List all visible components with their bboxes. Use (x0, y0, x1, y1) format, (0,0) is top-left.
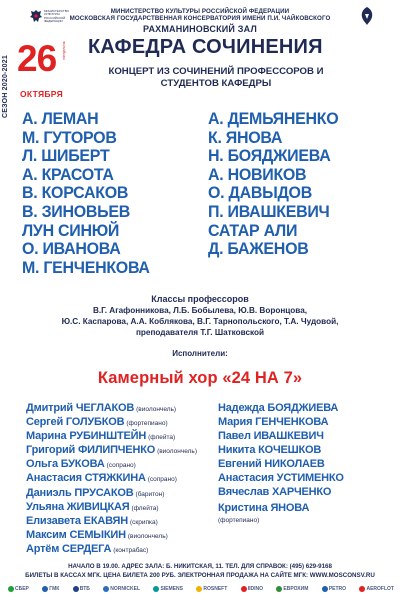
composer-name: В. КОРСАКОВ (22, 183, 129, 203)
sponsor-name: СБЕР (15, 586, 29, 592)
sponsor-mark-icon (322, 586, 328, 592)
composer-name: ЛУН СИНЮЙ (22, 220, 120, 240)
sponsor-mark-icon (276, 586, 282, 592)
soloist-item (26, 400, 197, 414)
footer-venue-info: НАЧАЛО В 19.00. АДРЕС ЗАЛА: Б. НИКИТСКАЯ, 11. ТЕЛ. ДЛЯ СПРАВОК: (495) 629-9168 (68, 563, 332, 570)
soloist-instrument: (сопрано) (147, 476, 177, 484)
soloists-list-right (218, 400, 344, 524)
soloist-name: Кристина ЯНОВА (218, 502, 310, 514)
soloist-item (26, 499, 197, 513)
soloist-name: Дмитрий ЧЕГЛАКОВ (26, 402, 135, 414)
soloist-name: Ольга БУКОВА (26, 458, 105, 471)
composer-name: К. ЯНОВА (208, 127, 283, 147)
soloist-name: Артём СЕРДЕГА (26, 542, 112, 555)
soloist-instrument: (флейта) (148, 434, 176, 442)
soloist-item (218, 400, 344, 414)
soloist-name: Евгений НИКОЛАЕВ (218, 458, 325, 470)
sponsor-logo (359, 586, 394, 592)
soloist-item (26, 456, 197, 470)
sponsor-name: NORNICKEL (110, 586, 141, 592)
sponsor-logo (153, 586, 183, 592)
concert-subtitle: КОНЦЕРТ ИЗ СОЧИНЕНИЙ ПРОФЕССОРОВ И СТУДЕНТОВ КАФЕДРЫ (108, 66, 324, 89)
conservatory-heading: МОСКОВСКАЯ ГОСУДАРСТВЕННАЯ КОНСЕРВАТОРИЯ ИМЕНИ П.И. ЧАЙКОВСКОГО (69, 15, 331, 22)
composer-name: А. КРАСОТА (22, 164, 114, 184)
composer-name: М. ГЕНЧЕНКОВА (22, 257, 150, 277)
composer-name: П. ИВАШКЕВИЧ (208, 201, 330, 221)
composer-name: САТАР АЛИ (208, 220, 298, 240)
soloist-item (218, 484, 344, 498)
date-month: ОКТЯБРЯ (20, 89, 63, 99)
composers-list-right (208, 110, 347, 259)
soloist-name: Григорий ФИЛИПЧЕНКО (26, 444, 156, 457)
sponsor-logo (241, 586, 263, 592)
sponsor-logo (73, 586, 90, 592)
composer-name: А. ЛЕМАН (22, 109, 99, 128)
soloist-item (26, 541, 197, 555)
date-weekday: понедельник (62, 41, 66, 60)
soloist-item (26, 513, 197, 527)
composer-name: А. НОВИКОВ (208, 164, 307, 184)
soloist-name: Мария ГЕНЧЕНКОВА (218, 416, 329, 428)
composer-name: Л. ШИБЕРТ (22, 146, 110, 166)
date-day: 26 (17, 38, 57, 79)
soloist-instrument: (виолончель) (157, 448, 197, 456)
sponsor-mark-icon (42, 586, 48, 592)
soloist-name: Надежда БОЯДЖИЕВА (218, 402, 339, 414)
soloist-instrument: (флейта) (131, 504, 159, 512)
soloist-item (218, 414, 344, 428)
soloist-instrument: (сопрано) (106, 462, 136, 470)
sponsor-name: ROSNEFT (203, 586, 228, 592)
composer-name: Д. БАЖЕНОВ (208, 239, 309, 259)
soloist-instrument: (контрабас) (113, 546, 149, 554)
soloist-name: Елизавета ЕКАВЯН (26, 514, 128, 527)
soloist-name: Анастасия СТЯЖКИНА (26, 472, 146, 485)
soloist-name: Анастасия УСТИМЕНКО (218, 472, 344, 484)
sponsor-name: AEROFLOT (366, 586, 394, 592)
soloist-name: Никита КОЧЕШКОВ (218, 444, 322, 456)
performers-label: Исполнители: (172, 349, 228, 358)
soloist-item (26, 442, 197, 456)
soloist-name: Павел ИВАШКЕВИЧ (218, 430, 324, 442)
classes-line-1: В.Г. Агафонникова, Л.Б. Бобылева, Ю.В. Воронцова, (92, 306, 308, 315)
soloist-item (26, 428, 197, 442)
soloist-item (26, 470, 197, 484)
soloist-name: Максим СЕМЫКИН (26, 528, 126, 541)
soloist-instrument: (виолончель) (136, 406, 177, 413)
soloist-name: Даниэль ПРУСАКОВ (26, 486, 134, 499)
classes-line-3: преподавателя Т.Г. Шатковской (135, 328, 265, 338)
sponsor-name: SIEMENS (160, 586, 183, 592)
soloist-item (218, 498, 344, 524)
composer-name: В. ЗИНОВЬЕВ (22, 201, 131, 221)
soloist-item (218, 442, 344, 456)
soloist-instrument: (фортепиано) (218, 517, 260, 524)
hall-name: РАХМАНИНОВСКИЙ ЗАЛ (143, 24, 257, 34)
sponsor-logo (8, 586, 29, 592)
soloist-item (218, 428, 344, 442)
soloist-name: Вячеслав ХАРЧЕНКО (218, 486, 332, 498)
soloist-item (218, 470, 344, 484)
soloist-instrument: (фортепиано) (126, 420, 168, 428)
sponsor-mark-icon (196, 586, 202, 592)
conservatory-logo-icon (356, 5, 378, 27)
composers-list-left (22, 110, 158, 277)
emblem-caption: МИНИСТЕРСТВО КУЛЬТУРЫ РОССИЙСКОЙ ФЕДЕРАЦИИ (44, 9, 69, 23)
sponsor-mark-icon (153, 586, 159, 592)
soloist-item (26, 414, 197, 428)
sponsor-name: PETRO (328, 586, 347, 592)
composer-name: Н. БОЯДЖИЕВА (208, 146, 331, 166)
soloist-instrument: (баритон) (135, 490, 165, 498)
classes-block (0, 294, 400, 339)
sponsor-logos (8, 583, 394, 595)
ministry-heading: МИНИСТЕРСТВО КУЛЬТУРЫ РОССИЙСКОЙ ФЕДЕРАЦИИ (110, 8, 290, 15)
composer-name: О. ДАВЫДОВ (208, 183, 312, 203)
sponsor-mark-icon (8, 586, 14, 592)
sponsor-name: ВТБ (79, 586, 90, 592)
soloist-name: Марина РУБИНШТЕЙН (26, 430, 147, 443)
sponsor-mark-icon (103, 586, 109, 592)
sponsor-name: ЕВРОХИМ (283, 586, 309, 592)
season-label: СЕЗОН 2020-2021 (2, 55, 9, 118)
sponsor-name: ГМК (49, 586, 60, 592)
sponsor-logo (276, 586, 308, 592)
soloist-instrument: (виолончель) (127, 532, 168, 540)
sponsor-mark-icon (73, 586, 79, 592)
composer-name: М. ГУТОРОВ (22, 127, 117, 147)
sponsor-logo (42, 586, 59, 592)
soloist-item (218, 456, 344, 470)
sponsor-mark-icon (359, 586, 365, 592)
classes-line-2: Ю.С. Каспарова, А.А. Коблякова, В.Г. Тарнопольского, Т.А. Чудовой, (61, 317, 339, 327)
sponsor-logo (103, 586, 140, 592)
sponsor-logo (196, 586, 227, 592)
soloist-name: Ульяна ЖИВИЦКАЯ (26, 500, 130, 513)
footer-ticket-info: БИЛЕТЫ В КАССАХ МГК. ЦЕНА БИЛЕТА 200 РУБ. ЭЛЕКТРОННАЯ ПРОДАЖА НА САЙТЕ МГК: WWW.MOSCONSV.RU (25, 572, 375, 579)
classes-heading: Классы профессоров (151, 294, 249, 304)
sponsor-mark-icon (241, 586, 247, 592)
page-title: КАФЕДРА СОЧИНЕНИЯ (88, 36, 323, 58)
soloists-list-left (26, 400, 197, 555)
composer-name: О. ИВАНОВА (22, 239, 121, 259)
soloist-item (26, 485, 197, 499)
choir-name: Камерный хор «24 НА 7» (97, 369, 303, 387)
sponsor-name: IIDINO (247, 586, 263, 592)
soloist-name: Сергей ГОЛУБКОВ (26, 416, 125, 429)
sponsor-logo (322, 586, 346, 592)
soloist-item (26, 527, 197, 541)
soloist-instrument: (скрипка) (130, 518, 158, 526)
composer-name: А. ДЕМЬЯНЕНКО (208, 109, 339, 128)
